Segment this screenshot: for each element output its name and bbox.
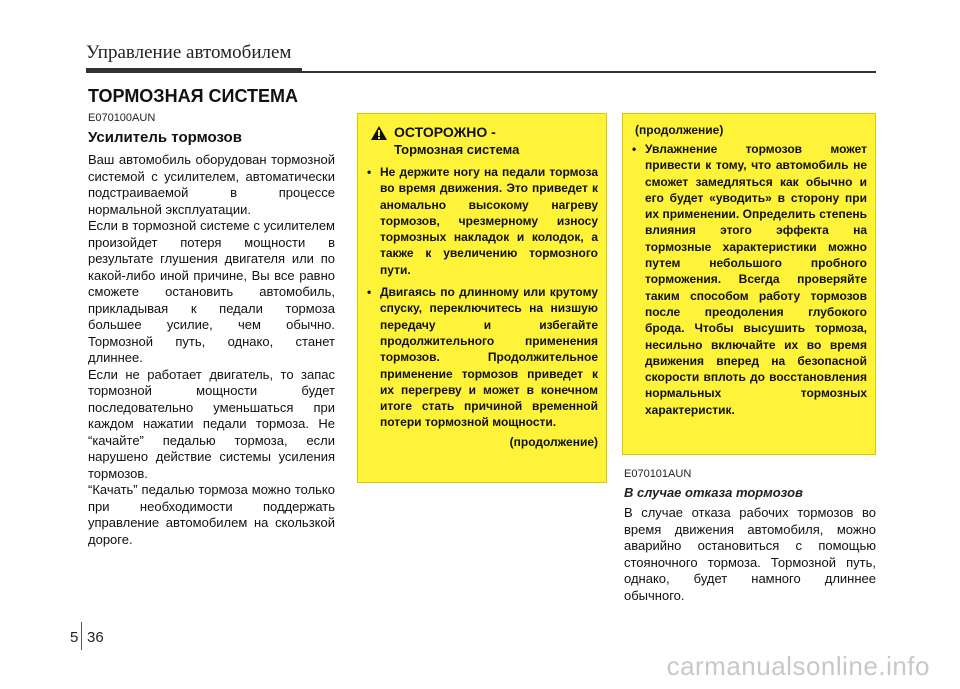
header-rule-thick — [86, 68, 302, 73]
list-item: • Увлажнение тормозов может привести к тому, что автомобиль не сможет замедляться как обычно и его будет «уводить» в сторону при их применении. Определить степень влияния этого эффекта на тормозные характеристики можно путем небольшого пробного торможения. Всегда проверяйте таким способом работу тормозов после преодоления глубокого брода. Чтобы высушить тормоза, несильно включайте их во время движения вперед на безопасной скорости вплоть до восстановления нормальных тормозных характеристик. — [623, 141, 867, 418]
section-title: ТОРМОЗНАЯ СИСТЕМА — [88, 86, 299, 106]
continued-label: (продолжение) — [509, 434, 598, 449]
section-code: E070101AUN — [624, 468, 692, 480]
caution-list — [358, 164, 606, 431]
paragraph: Если не работает двигатель, то запас тормозной мощности будет последовательно уменьшаться при каждом нажатии педали тормоза. Не “качайте” педалью тормоза, если нарушено действие системы усиления тормозов. — [88, 366, 335, 481]
footer-divider — [81, 622, 82, 650]
caution-title: ОСТОРОЖНО - — [394, 124, 496, 140]
paragraph: Если в тормозной системе с усилителем произойдет потеря мощности в результате глушения двигателя или по какой-либо иной причине, Вы все равно сможете остановить автомобиль, прикладывая к педали тормоза большее усилие, чем обычно. Тормозной путь, однако, станет длиннее. — [88, 218, 335, 365]
page-header-title: Управление автомобилем — [86, 42, 292, 63]
column-left — [88, 112, 335, 548]
caution-heading — [358, 114, 606, 158]
subsection-heading: Усилитель тормозов — [88, 129, 242, 146]
header-rule-thin — [302, 71, 876, 73]
subsection-heading: В случае отказа тормозов — [624, 485, 803, 500]
paragraph: “Качать” педалью тормоза можно только при необходимости поддержать управление автомобилем на скользкой дороге. — [88, 482, 335, 547]
list-item: • Не держите ногу на педали тормоза во время движения. Это приведет к аномально высокому нагреву тормозов, чрезмерному износу тормозных накладок и колодок, а также к увеличению тормозного пути. — [358, 164, 598, 278]
column-right — [624, 468, 876, 604]
section-code: E070100AUN — [88, 112, 156, 124]
footer-section-number: 5 — [70, 629, 79, 646]
warning-triangle-icon — [370, 125, 388, 141]
paragraph: Ваш автомобиль оборудован тормозной системой с усилителем, автоматически подстраиваемой в процессе нормальной эксплуатации. — [88, 152, 335, 217]
paragraph: В случае отказа рабочих тормозов во время движения автомобиля, можно аварийно остановиться с помощью стояночного тормоза. Тормозной путь, однако, будет намного длиннее обычного. — [624, 505, 876, 603]
continuation-title: (продолжение) — [635, 123, 724, 137]
caution-box — [357, 113, 607, 483]
watermark: carmanualsonline.info — [666, 651, 930, 681]
continuation-list — [623, 141, 875, 418]
continuation-box — [622, 113, 876, 455]
caution-subtitle: Тормозная система — [394, 142, 520, 157]
list-item: • Двигаясь по длинному или крутому спуску, переключитесь на низшую передачу и избегайте продолжительного применения тормозов. Продолжительное применение тормозов приведет к их перегреву и может в конечном итоге стать причиной временной потери тормозной мощности. — [358, 284, 598, 431]
footer-page-number: 36 — [87, 629, 104, 646]
